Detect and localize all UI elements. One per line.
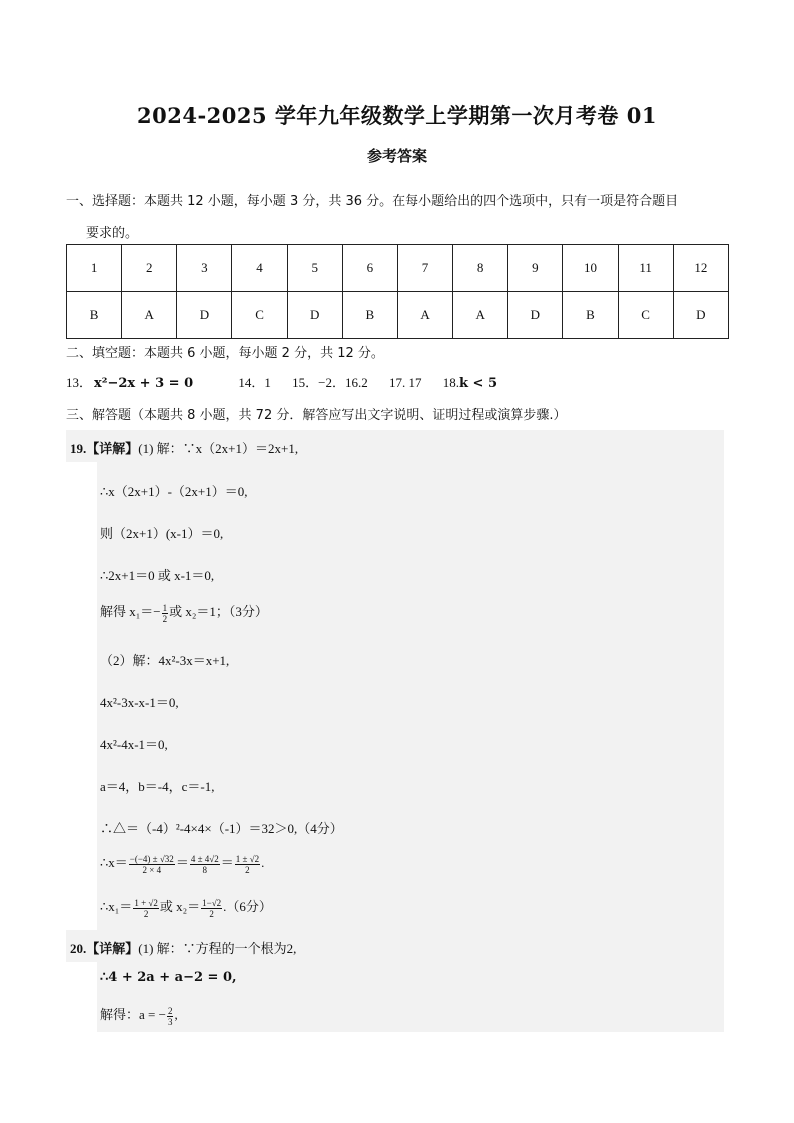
q19-step: ∴△＝（-4）²-4×4×（-1）＝32＞0,（4分） [100, 821, 343, 836]
fill-answer-17: 17. 17 [389, 375, 422, 390]
fraction [235, 854, 260, 875]
fraction [133, 898, 159, 919]
fill-answer-18-math: k < 5 [459, 376, 497, 391]
fraction-numerator: 1−√2 [202, 897, 222, 908]
answer-cell: C [618, 292, 673, 339]
q20-solution-post: , [174, 1007, 178, 1022]
q20-tag: 【详解】 [86, 941, 139, 956]
fraction-denominator: 2 [209, 908, 214, 919]
fraction-denominator: 3 [167, 1016, 173, 1027]
q19-step-roots [100, 601, 268, 624]
answer-cell: A [453, 292, 508, 339]
q19-step-final-roots [100, 896, 272, 919]
q19-step: （2）解：4x²-3x＝x+1, [100, 653, 230, 668]
fraction-numerator: 4 ± 4√2 [190, 853, 219, 864]
question-number-cell: 6 [342, 245, 397, 292]
fraction [190, 854, 220, 875]
q20-solution-pre: 解得：a = − [100, 1007, 166, 1022]
q20-heading-text: (1) 解：∵方程的一个根为2, [138, 941, 297, 956]
q20-heading [70, 938, 296, 957]
question-number-cell: 2 [122, 245, 177, 292]
section-fill-heading: 二、填空题：本题共 6 小题，每小题 2 分，共 12 分。 [66, 346, 384, 361]
answer-cell: B [342, 292, 397, 339]
fill-answer-18 [443, 375, 497, 390]
question-number-cell: 1 [67, 245, 122, 292]
q19-step: ∴2x+1＝0 或 x-1＝0, [100, 568, 215, 583]
fraction-denominator: 2 × 4 [142, 864, 162, 875]
q20-step: ∴4 + 2a + a−2 = 0, [100, 970, 237, 985]
equals-sign: ＝ [175, 855, 189, 870]
fill-answer-13-label: 13． [66, 375, 93, 390]
question-number-cell: 9 [508, 245, 563, 292]
q19-step: ∴x（2x+1）-（2x+1）＝0, [100, 484, 248, 499]
question-number-cell: 4 [232, 245, 287, 292]
answer-table-number-row [67, 245, 729, 292]
fraction-numerator: −(−4) ± √32 [129, 853, 174, 864]
answer-cell: D [287, 292, 342, 339]
question-number-cell: 11 [618, 245, 673, 292]
answer-cell: A [122, 292, 177, 339]
q19-roots-pre: 解得 x₁＝− [100, 604, 161, 619]
answer-cell: D [673, 292, 728, 339]
question-number-cell: 8 [453, 245, 508, 292]
answer-cell: D [508, 292, 563, 339]
section-solve-heading: 三、解答题（本题共 8 小题，共 72 分．解答应写出文字说明、证明过程或演算步骤.） [66, 408, 567, 423]
q19-step: 则（2x+1）(x-1）＝0, [100, 526, 224, 541]
fraction-numerator: 2 [167, 1005, 173, 1016]
q19-final-mid: 或 x₂＝ [159, 899, 201, 914]
section-choice-heading [66, 186, 726, 250]
question-number-cell: 10 [563, 245, 618, 292]
answer-cell: C [232, 292, 287, 339]
fill-answer-18-label: 18. [442, 375, 459, 390]
fraction [201, 898, 222, 919]
q19-heading [70, 438, 298, 457]
fraction-denominator: 2 [143, 908, 149, 919]
fraction [162, 603, 169, 624]
q19-number: 19. [70, 441, 87, 456]
fraction-denominator: 2 [162, 613, 168, 624]
fraction [129, 854, 175, 875]
q19-step: a＝4，b＝-4，c＝-1, [100, 779, 215, 794]
fill-answer-15: 15．−2．16.2 [292, 375, 368, 390]
section-choice-line1: 一、选择题：本题共 12 小题，每小题 3 分，共 36 分。在每小题给出的四个选项中，只有一项是符合题目 [66, 194, 679, 209]
equals-sign: ＝ [220, 855, 234, 870]
section-choice-line2: 要求的。 [86, 226, 139, 241]
answer-cell: D [177, 292, 232, 339]
fraction-denominator: 8 [202, 864, 208, 875]
fraction-denominator: 2 [245, 864, 250, 875]
fraction [167, 1006, 174, 1027]
q19-formula-pre: ∴x＝ [100, 855, 128, 870]
fill-answers [66, 372, 515, 391]
q19-roots-post: 或 x₂＝1；（3分） [169, 604, 268, 619]
fill-answer-13-math: x²−2x + 3 = 0 [94, 376, 194, 391]
fill-answer-14: 14．1 [238, 375, 271, 390]
document-title: 2024-2025 学年九年级数学上学期第一次月考卷 01 [137, 103, 657, 128]
answer-table-answer-row [67, 292, 729, 339]
q19-step: 4x²-4x-1＝0, [100, 737, 168, 752]
q20-step-solution [100, 1004, 178, 1027]
q19-formula-post: . [261, 855, 265, 870]
q19-final-post: .（6分） [223, 899, 272, 914]
fill-answer-13 [66, 375, 193, 390]
q19-tag: 【详解】 [86, 441, 139, 456]
question-number-cell: 7 [397, 245, 452, 292]
question-number-cell: 5 [287, 245, 342, 292]
question-number-cell: 3 [177, 245, 232, 292]
answer-cell: B [67, 292, 122, 339]
document-subtitle: 参考答案 [366, 147, 427, 165]
fraction-numerator: 1 [162, 602, 168, 613]
q19-step-formula [100, 852, 264, 875]
answer-table [66, 244, 729, 339]
q19-step: 4x²-3x-x-1＝0, [100, 695, 179, 710]
answer-cell: B [563, 292, 618, 339]
fraction-numerator: 1 ± √2 [235, 853, 260, 864]
q19-final-pre: ∴x₁＝ [100, 899, 133, 914]
q20-number: 20. [70, 941, 87, 956]
question-number-cell: 12 [673, 245, 728, 292]
q19-heading-text: (1) 解：∵x（2x+1）＝2x+1, [138, 441, 299, 456]
fraction-numerator: 1 + √2 [134, 897, 158, 908]
answer-cell: A [397, 292, 452, 339]
